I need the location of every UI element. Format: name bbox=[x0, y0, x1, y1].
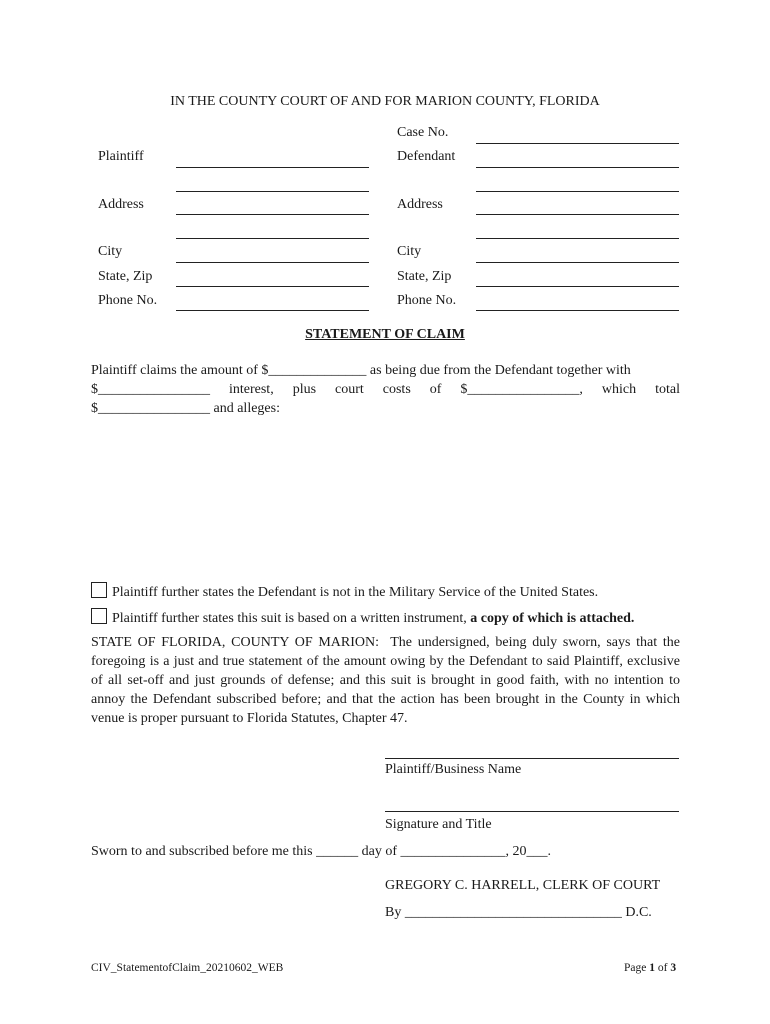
page-number bbox=[624, 962, 676, 974]
claim-line-2 bbox=[91, 382, 680, 398]
claim-word: of bbox=[429, 382, 442, 397]
military-statement-text: Plaintiff further states the Defendant is not in the Military Service of the United States. bbox=[112, 585, 599, 600]
defendant-city-field[interactable] bbox=[476, 262, 679, 263]
court-title: IN THE COUNTY COURT OF AND FOR MARION COUNTY, FLORIDA bbox=[170, 94, 600, 109]
plaintiff-business-name-line[interactable] bbox=[385, 758, 679, 759]
plaintiff-phone-field[interactable] bbox=[176, 310, 369, 311]
signature-title-label: Signature and Title bbox=[385, 817, 492, 832]
interest-amount-field[interactable]: $________________ bbox=[91, 382, 210, 397]
claim-line-3: $________________ and alleges: bbox=[91, 401, 280, 416]
defendant-label: Defendant bbox=[397, 149, 456, 164]
plaintiff-name-field[interactable] bbox=[176, 167, 369, 168]
defendant-phone-field[interactable] bbox=[476, 310, 679, 311]
military-checkbox[interactable] bbox=[91, 582, 107, 598]
statement-heading-text: STATEMENT OF CLAIM bbox=[305, 327, 465, 342]
plaintiff-state-zip-label: State, Zip bbox=[98, 269, 153, 284]
plaintiff-label: Plaintiff bbox=[98, 149, 144, 164]
defendant-address-label: Address bbox=[397, 197, 443, 212]
defendant-address-field-2[interactable] bbox=[476, 238, 679, 239]
statement-heading bbox=[0, 327, 770, 343]
court-costs-field[interactable]: $________________, bbox=[460, 382, 583, 397]
defendant-city-label: City bbox=[397, 244, 422, 259]
instrument-checkbox[interactable] bbox=[91, 608, 107, 624]
defendant-name-field[interactable] bbox=[476, 167, 679, 168]
claim-word: plus bbox=[292, 382, 317, 397]
plaintiff-city-label: City bbox=[98, 244, 123, 259]
defendant-address-field[interactable] bbox=[476, 214, 679, 215]
plaintiff-name-field-2[interactable] bbox=[176, 191, 369, 192]
case-no-label: Case No. bbox=[397, 125, 449, 140]
defendant-state-zip-label: State, Zip bbox=[397, 269, 452, 284]
instrument-statement-row bbox=[91, 608, 634, 627]
deputy-clerk-signature: By _______________________________ D.C. bbox=[385, 905, 652, 920]
page-current: 1 bbox=[649, 962, 655, 974]
plaintiff-business-name-label: Plaintiff/Business Name bbox=[385, 762, 522, 777]
defendant-phone-label: Phone No. bbox=[397, 293, 457, 308]
clerk-name: GREGORY C. HARRELL, CLERK OF COURT bbox=[385, 878, 661, 893]
page-of: of bbox=[654, 962, 671, 974]
signature-line[interactable] bbox=[385, 811, 679, 812]
plaintiff-address-field[interactable] bbox=[176, 214, 369, 215]
plaintiff-state-zip-field[interactable] bbox=[176, 286, 369, 287]
page-prefix: Page bbox=[624, 962, 650, 974]
plaintiff-city-field[interactable] bbox=[176, 262, 369, 263]
instrument-attached-text: a copy of which is attached. bbox=[470, 611, 635, 626]
instrument-statement-text: Plaintiff further states this suit is based on a written instrument, bbox=[112, 611, 471, 626]
claim-line-1-text: Plaintiff claims the amount of $______________ as being due from the Defendant together with bbox=[91, 363, 631, 378]
defendant-state-zip-field[interactable] bbox=[476, 286, 679, 287]
sworn-statement: Sworn to and subscribed before me this ______ day of _______________, 20___. bbox=[91, 844, 551, 859]
claim-word: total bbox=[655, 382, 680, 397]
claim-word: which bbox=[601, 382, 637, 397]
plaintiff-phone-label: Phone No. bbox=[98, 293, 158, 308]
claim-word: costs bbox=[382, 382, 411, 397]
page-total: 3 bbox=[670, 962, 677, 974]
oath-paragraph: STATE OF FLORIDA, COUNTY OF MARION: The undersigned, being duly sworn, says that the foregoing is a just and true statement of the amount owing by the Defendant to said Plaintiff, exclusive of all set-off and just grounds of defense; and this suit is brought in good faith, with no intention to annoy the Defendant subscribed before; and that the action has been brought in the County in which venue is proper pursuant to Florida Statutes, Chapter 47. bbox=[91, 635, 684, 726]
claim-line-1 bbox=[91, 363, 680, 379]
claim-word: interest, bbox=[228, 382, 274, 397]
claim-word: court bbox=[335, 382, 364, 397]
defendant-name-field-2[interactable] bbox=[476, 191, 679, 192]
form-id: CIV_StatementofClaim_20210602_WEB bbox=[91, 962, 284, 974]
plaintiff-address-field-2[interactable] bbox=[176, 238, 369, 239]
plaintiff-address-label: Address bbox=[98, 197, 144, 212]
military-statement-row bbox=[91, 582, 598, 601]
case-no-field[interactable] bbox=[476, 143, 679, 144]
